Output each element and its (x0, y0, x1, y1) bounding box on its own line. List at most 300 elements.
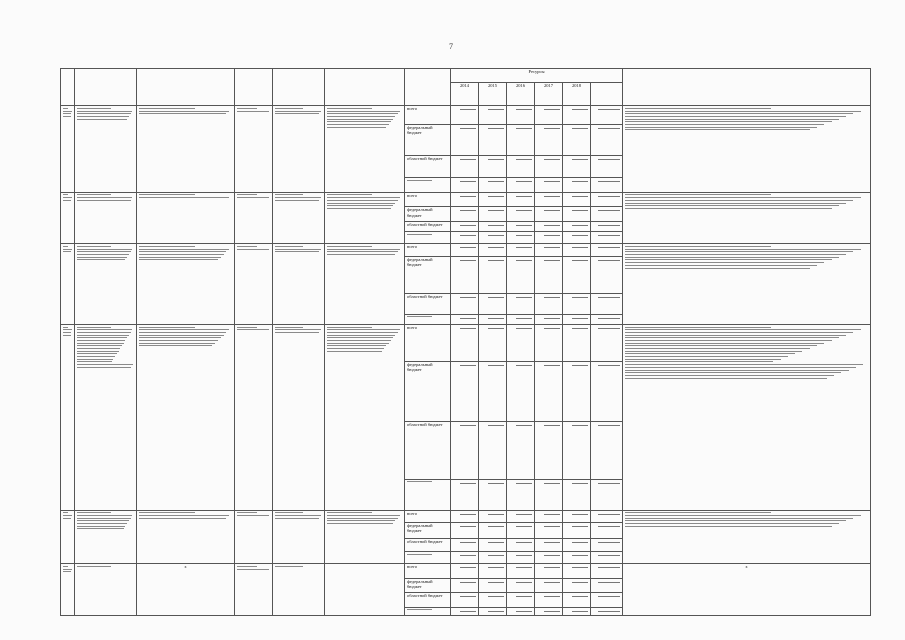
illegible-number (488, 526, 504, 527)
amount-cell (507, 510, 535, 522)
results-cell (623, 244, 871, 324)
funding-source-cell: всего (405, 106, 451, 125)
header-col-funding-source (405, 69, 451, 106)
illegible-number (572, 247, 588, 248)
illegible-text (327, 246, 372, 247)
illegible-number (460, 526, 476, 527)
illegible-text (625, 335, 846, 336)
amount-cell (591, 607, 623, 615)
funding-source-cell: федеральный бюджет (405, 578, 451, 592)
illegible-text (139, 332, 226, 333)
illegible-number (460, 297, 476, 298)
illegible-text (77, 348, 120, 349)
funding-source-cell: всего (405, 564, 451, 578)
illegible-text (625, 113, 853, 114)
header-resources: Ресурсы (451, 69, 623, 83)
amount-cell (591, 479, 623, 510)
illegible-text (77, 259, 125, 260)
program-cell (61, 564, 75, 616)
illegible-number (516, 247, 532, 248)
illegible-text (327, 348, 384, 349)
amount-cell (479, 231, 507, 243)
amount-cell (479, 539, 507, 551)
illegible-text (77, 340, 125, 341)
illegible-text (77, 359, 113, 360)
amount-cell (535, 593, 563, 607)
illegible-text (275, 113, 319, 114)
amount-cell (479, 256, 507, 293)
amount-cell (451, 244, 479, 256)
illegible-text (237, 512, 257, 513)
illegible-text (77, 351, 119, 352)
amount-cell (591, 551, 623, 563)
illegible-number (572, 328, 588, 329)
illegible-number (516, 318, 532, 319)
illegible-text (327, 124, 389, 125)
illegible-number (516, 611, 532, 612)
header-total-period (591, 83, 623, 106)
amount-cell (507, 324, 535, 361)
illegible-text (407, 180, 432, 181)
illegible-text (625, 119, 839, 120)
amount-cell (535, 479, 563, 510)
illegible-text (77, 197, 132, 198)
x-marker: x (137, 564, 235, 616)
funding-source-cell (405, 607, 451, 615)
amount-cell (535, 244, 563, 256)
illegible-text (625, 361, 773, 362)
illegible-text (275, 515, 321, 516)
illegible-text (327, 197, 400, 198)
illegible-text (625, 205, 839, 206)
illegible-text (63, 249, 72, 250)
illegible-text (77, 200, 131, 201)
amount-cell (563, 178, 591, 192)
illegible-text (327, 512, 372, 513)
illegible-number (598, 109, 620, 110)
funding-source-cell: областной бюджет (405, 221, 451, 231)
funding-source-cell: областной бюджет (405, 155, 451, 178)
header-col-number (61, 69, 75, 106)
illegible-text (625, 337, 839, 338)
amount-cell (535, 221, 563, 231)
amount-cell (451, 510, 479, 522)
illegible-number (516, 596, 532, 597)
illegible-number (460, 365, 476, 366)
illegible-text (327, 208, 391, 209)
funding-source-cell (405, 479, 451, 510)
illegible-text (275, 518, 319, 519)
illegible-text (625, 378, 827, 379)
program-cell (235, 510, 273, 564)
illegible-text (63, 512, 68, 513)
illegible-text (139, 335, 224, 336)
illegible-number (460, 247, 476, 248)
illegible-number (598, 297, 620, 298)
illegible-number (516, 582, 532, 583)
illegible-text (77, 257, 127, 258)
illegible-number (544, 181, 560, 182)
illegible-number (460, 483, 476, 484)
illegible-text (625, 327, 771, 328)
illegible-text (63, 116, 71, 117)
illegible-text (77, 335, 129, 336)
illegible-number (488, 611, 504, 612)
illegible-number (516, 181, 532, 182)
illegible-text (327, 111, 400, 112)
illegible-text (63, 113, 71, 114)
amount-cell (591, 421, 623, 479)
illegible-text (77, 520, 129, 521)
amount-cell (563, 479, 591, 510)
illegible-number (544, 159, 560, 160)
results-cell (623, 106, 871, 193)
illegible-text (625, 116, 846, 117)
page-number: 7 (449, 42, 453, 51)
funding-source-cell: федеральный бюджет (405, 207, 451, 221)
amount-cell (535, 324, 563, 361)
illegible-text (77, 367, 131, 368)
amount-cell (451, 207, 479, 221)
program-cell (235, 244, 273, 324)
illegible-number (598, 514, 620, 515)
illegible-text (77, 113, 131, 114)
illegible-text (139, 108, 195, 109)
illegible-text (625, 127, 817, 128)
amount-cell (591, 293, 623, 314)
illegible-text (237, 249, 269, 250)
illegible-text (327, 515, 400, 516)
amount-cell (535, 231, 563, 243)
illegible-text (407, 481, 432, 482)
amount-cell (479, 607, 507, 615)
illegible-number (460, 514, 476, 515)
illegible-text (139, 329, 229, 330)
funding-source-cell (405, 231, 451, 243)
illegible-number (598, 128, 620, 129)
program-cell (75, 510, 137, 564)
illegible-number (598, 555, 620, 556)
program-cell (235, 564, 273, 616)
illegible-text (625, 129, 810, 130)
illegible-number (544, 425, 560, 426)
amount-cell (563, 221, 591, 231)
illegible-text (139, 111, 229, 112)
illegible-number (598, 247, 620, 248)
illegible-text (275, 327, 303, 328)
illegible-number (572, 297, 588, 298)
illegible-number (572, 109, 588, 110)
illegible-text (327, 518, 398, 519)
program-cell (75, 192, 137, 244)
amount-cell (507, 155, 535, 178)
illegible-text (77, 119, 127, 120)
amount-cell (507, 106, 535, 125)
illegible-text (625, 259, 832, 260)
illegible-text (407, 609, 432, 610)
illegible-number (544, 128, 560, 129)
illegible-number (544, 483, 560, 484)
program-cell (75, 324, 137, 510)
amount-cell (591, 207, 623, 221)
amount-cell (591, 314, 623, 324)
illegible-text (63, 327, 68, 328)
illegible-number (516, 526, 532, 527)
illegible-number (598, 181, 620, 182)
illegible-text (139, 327, 195, 328)
illegible-text (77, 528, 124, 529)
illegible-number (516, 567, 532, 568)
illegible-text (625, 512, 771, 513)
program-cell (137, 192, 235, 244)
illegible-text (77, 515, 132, 516)
program-cell (75, 106, 137, 193)
program-cell (273, 244, 325, 324)
illegible-text (327, 340, 391, 341)
amount-cell (591, 564, 623, 578)
illegible-text (139, 343, 215, 344)
funding-source-cell (405, 551, 451, 563)
illegible-text (327, 116, 395, 117)
illegible-number (488, 210, 504, 211)
illegible-text (77, 116, 129, 117)
illegible-text (327, 249, 400, 250)
illegible-number (516, 365, 532, 366)
program-cell (137, 324, 235, 510)
illegible-text (275, 566, 303, 567)
illegible-text (275, 197, 321, 198)
amount-cell (563, 155, 591, 178)
illegible-number (544, 542, 560, 543)
illegible-number (544, 582, 560, 583)
funding-source-cell: всего (405, 192, 451, 206)
illegible-text (77, 364, 133, 365)
amount-cell (479, 593, 507, 607)
funding-source-cell: федеральный бюджет (405, 361, 451, 421)
amount-cell (451, 551, 479, 563)
illegible-text (327, 119, 393, 120)
illegible-number (572, 514, 588, 515)
table-row (61, 244, 871, 256)
illegible-text (327, 127, 386, 128)
illegible-number (544, 225, 560, 226)
illegible-text (77, 332, 131, 333)
illegible-number (488, 328, 504, 329)
header-year: 2014 (451, 83, 479, 106)
illegible-text (275, 246, 303, 247)
amount-cell (563, 231, 591, 243)
illegible-text (63, 515, 72, 516)
illegible-text (77, 361, 112, 362)
illegible-text (625, 526, 832, 527)
illegible-number (488, 159, 504, 160)
amount-cell (591, 361, 623, 421)
illegible-number (598, 210, 620, 211)
illegible-text (63, 194, 68, 195)
program-cell (273, 564, 325, 616)
illegible-text (327, 108, 372, 109)
illegible-text (139, 251, 226, 252)
illegible-text (139, 254, 224, 255)
amount-cell (591, 231, 623, 243)
amount-cell (535, 564, 563, 578)
header-col-executor (235, 69, 273, 106)
illegible-text (407, 554, 432, 555)
illegible-text (327, 520, 395, 521)
amount-cell (507, 256, 535, 293)
illegible-number (488, 109, 504, 110)
illegible-text (625, 364, 863, 365)
funding-source-cell: всего (405, 510, 451, 522)
program-cell (75, 244, 137, 324)
illegible-text (625, 265, 817, 266)
program-cell (61, 510, 75, 564)
illegible-number (516, 328, 532, 329)
illegible-text (625, 372, 841, 373)
illegible-text (327, 254, 395, 255)
amount-cell (479, 244, 507, 256)
illegible-text (407, 316, 432, 317)
amount-cell (451, 124, 479, 155)
illegible-number (516, 514, 532, 515)
amount-cell (451, 155, 479, 178)
illegible-number (544, 318, 560, 319)
illegible-text (625, 367, 856, 368)
amount-cell (479, 106, 507, 125)
illegible-text (327, 343, 389, 344)
amount-cell (591, 539, 623, 551)
amount-cell (535, 421, 563, 479)
funding-source-cell: всего (405, 244, 451, 256)
header-col-results (623, 69, 871, 106)
illegible-number (572, 159, 588, 160)
illegible-text (327, 113, 398, 114)
amount-cell (451, 293, 479, 314)
illegible-text (139, 194, 195, 195)
program-cell (325, 324, 405, 510)
program-cell (61, 324, 75, 510)
illegible-number (516, 260, 532, 261)
illegible-number (598, 196, 620, 197)
illegible-number (460, 582, 476, 583)
amount-cell (563, 293, 591, 314)
amount-cell (563, 593, 591, 607)
illegible-text (77, 251, 131, 252)
illegible-text (625, 356, 788, 357)
illegible-number (488, 225, 504, 226)
illegible-text (63, 108, 68, 109)
illegible-text (77, 518, 131, 519)
illegible-number (460, 159, 476, 160)
table-row (61, 106, 871, 125)
illegible-text (625, 523, 839, 524)
table-row (61, 324, 871, 361)
illegible-text (275, 332, 319, 333)
amount-cell (507, 578, 535, 592)
amount-cell (479, 551, 507, 563)
illegible-text (625, 262, 824, 263)
header-year: 2017 (535, 83, 563, 106)
amount-cell (479, 564, 507, 578)
illegible-number (516, 159, 532, 160)
illegible-text (237, 329, 269, 330)
illegible-number (572, 596, 588, 597)
illegible-text (237, 327, 257, 328)
amount-cell (535, 551, 563, 563)
illegible-number (544, 260, 560, 261)
illegible-number (488, 555, 504, 556)
illegible-text (139, 340, 218, 341)
illegible-number (516, 196, 532, 197)
table-row (61, 564, 871, 578)
illegible-number (598, 235, 620, 236)
x-marker: x (623, 564, 871, 616)
illegible-text (275, 194, 303, 195)
amount-cell (563, 510, 591, 522)
funding-source-cell: областной бюджет (405, 421, 451, 479)
amount-cell (591, 510, 623, 522)
program-cell (325, 192, 405, 244)
illegible-text (139, 515, 229, 516)
amount-cell (451, 231, 479, 243)
illegible-number (572, 542, 588, 543)
illegible-text (63, 335, 71, 336)
illegible-text (275, 111, 321, 112)
header-year: 2018 (563, 83, 591, 106)
illegible-number (460, 109, 476, 110)
amount-cell (563, 207, 591, 221)
amount-cell (563, 124, 591, 155)
amount-cell (535, 361, 563, 421)
amount-cell (451, 479, 479, 510)
results-cell (623, 192, 871, 244)
program-cell (235, 192, 273, 244)
illegible-text (237, 111, 269, 112)
illegible-number (460, 225, 476, 226)
illegible-number (488, 542, 504, 543)
illegible-text (77, 345, 122, 346)
amount-cell (479, 124, 507, 155)
program-cell (235, 106, 273, 193)
illegible-number (572, 318, 588, 319)
amount-cell (563, 522, 591, 539)
amount-cell (479, 293, 507, 314)
illegible-number (598, 318, 620, 319)
table-row (61, 192, 871, 206)
amount-cell (451, 578, 479, 592)
illegible-number (516, 128, 532, 129)
program-cell (235, 324, 273, 510)
amount-cell (535, 539, 563, 551)
illegible-number (544, 109, 560, 110)
amount-cell (563, 607, 591, 615)
illegible-text (625, 329, 861, 330)
illegible-text (237, 569, 269, 570)
illegible-text (139, 259, 218, 260)
illegible-text (625, 124, 824, 125)
illegible-text (625, 251, 853, 252)
amount-cell (535, 124, 563, 155)
illegible-number (598, 483, 620, 484)
amount-cell (535, 522, 563, 539)
illegible-number (460, 567, 476, 568)
amount-cell (451, 421, 479, 479)
illegible-text (275, 251, 319, 252)
illegible-text (77, 566, 111, 567)
amount-cell (535, 192, 563, 206)
program-cell (273, 192, 325, 244)
amount-cell (563, 421, 591, 479)
